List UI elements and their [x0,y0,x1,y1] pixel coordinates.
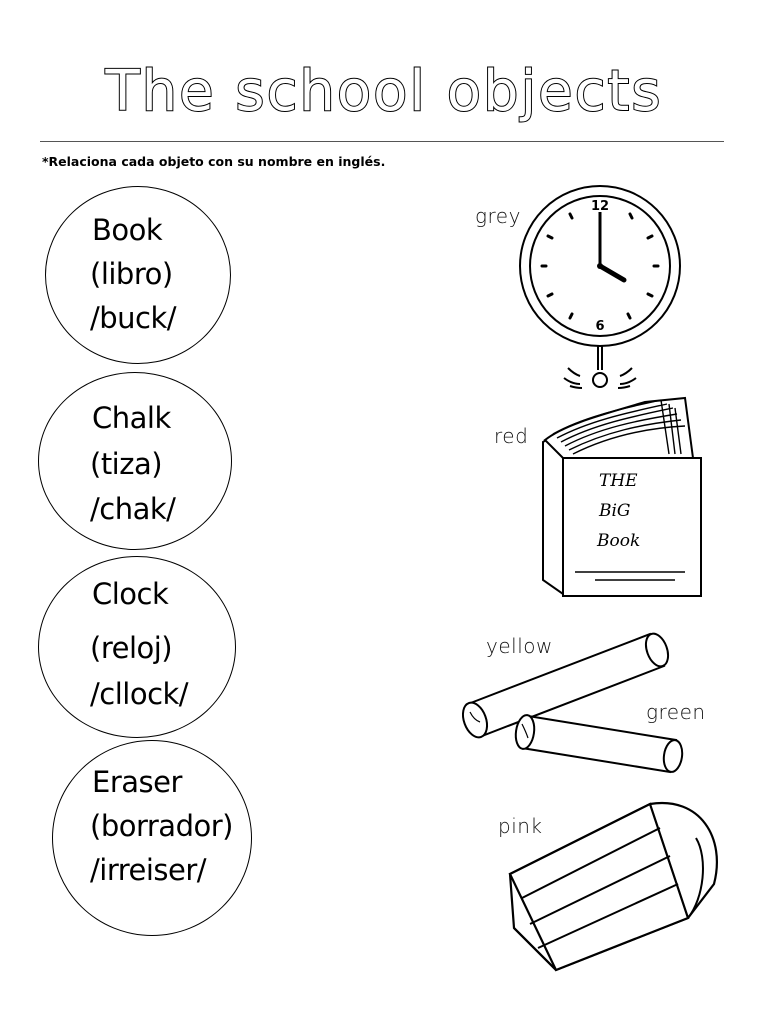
title-divider [40,141,724,142]
book-cover-line-2: BiG [599,501,631,521]
word-english: Chalk [92,401,171,435]
page-title-text: The school objects [105,59,663,124]
color-label-pink: pink [498,814,543,838]
eraser-illustration[interactable] [500,798,725,978]
book-cover-line-1: THE [599,471,638,491]
book-cover-line-3: Book [597,531,641,551]
word-pronunciation: /cllock/ [90,677,189,711]
word-spanish: (reloj) [90,631,173,665]
clock-dial-12: 12 [590,199,610,214]
word-pronunciation: /chak/ [90,492,176,526]
color-label-grey: grey [475,204,521,228]
instruction-text: *Relaciona cada objeto con su nombre en inglés. [42,154,386,169]
chalk-illustration[interactable] [450,620,700,780]
clock-dial-6: 6 [595,319,605,334]
color-label-yellow: yellow [486,634,553,658]
color-label-red: red [494,424,529,448]
word-spanish: (libro) [90,257,173,291]
word-pronunciation: /irreiser/ [90,853,207,887]
word-spanish: (borrador) [90,809,233,843]
word-english: Book [92,213,163,247]
color-label-green: green [646,700,706,724]
page-title [0,48,768,138]
word-english: Eraser [92,765,182,799]
word-pronunciation: /buck/ [90,301,177,335]
book-illustration[interactable] [535,394,710,604]
clock-illustration[interactable] [510,180,690,394]
word-spanish: (tiza) [90,447,163,481]
word-english: Clock [92,577,169,611]
